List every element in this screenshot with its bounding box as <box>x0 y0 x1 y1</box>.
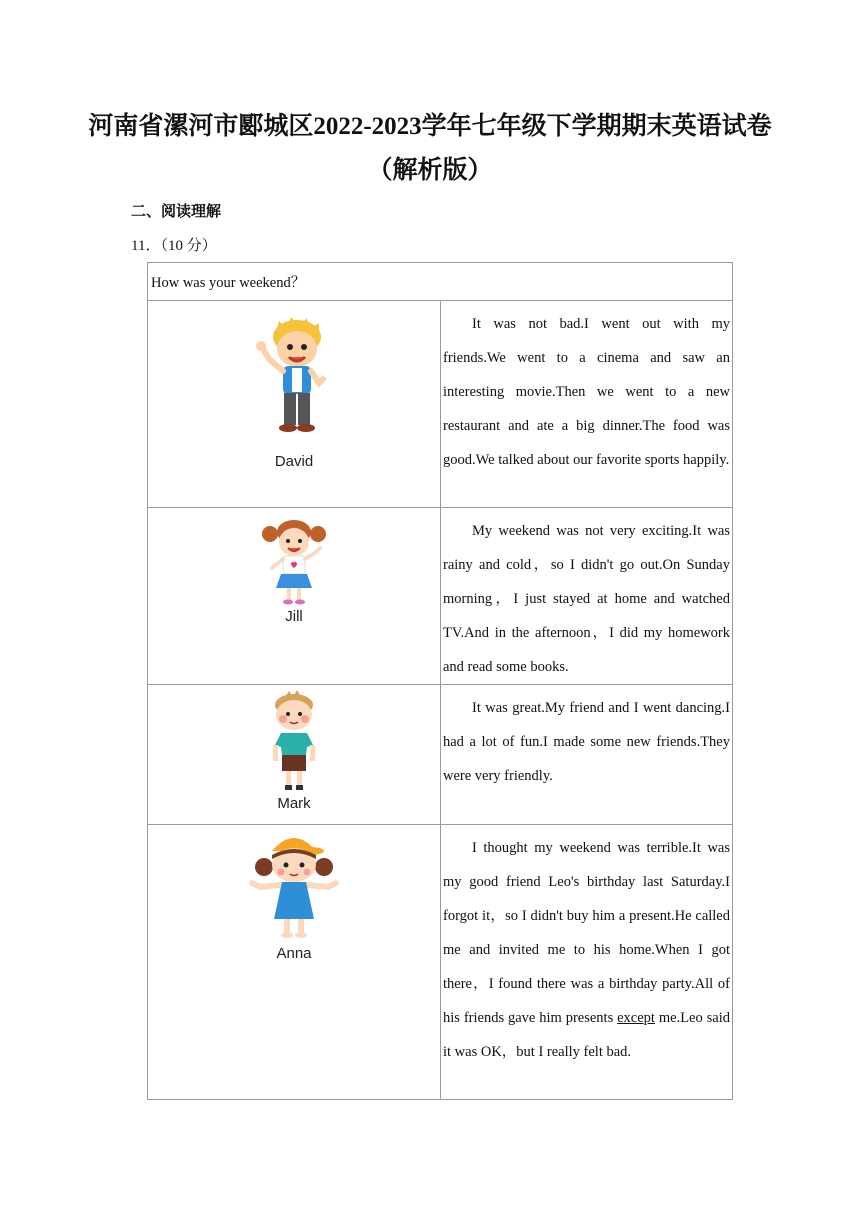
mark-illustration <box>259 689 329 803</box>
table-header: How was your weekend？ <box>148 263 733 301</box>
reading-text-david: It was not bad.I went out with my friends.We went to a cinema and saw an interesting movie.Then we went to a new restaurant and ate a big dinner.The food was good.We talked about our favorite sports happily. <box>443 316 730 468</box>
picture-cell-mark <box>148 685 441 825</box>
name-label-jill: Jill <box>285 608 303 625</box>
picture-cell-david <box>148 301 441 508</box>
table-header-row <box>148 263 733 301</box>
reading-table <box>147 262 733 1100</box>
reading-text-anna <box>443 831 730 1069</box>
text-cell-david <box>441 301 733 508</box>
table-row <box>148 825 733 1100</box>
reading-text-mark: It was great.My friend and I went dancing.I had a lot of fun.I made some new friends.They were very friendly. <box>443 700 730 784</box>
document-subtitle: （解析版） <box>367 157 493 184</box>
reading-text-anna-part2: me.Leo said it was OK，but I really felt bad. <box>443 1010 730 1060</box>
name-label-anna: Anna <box>276 945 312 962</box>
section-heading: 二、阅读理解 <box>131 204 222 220</box>
question-number: 11．（10 分） <box>131 238 217 254</box>
text-cell-anna <box>441 825 733 1100</box>
reading-text-anna-part1: I thought my weekend was terrible.It was my good friend Leo's birthday last Saturday.I forgot it，so I didn't buy him a present.He called me and invited me to his home.When I got there，I found there was a birthday party.All of his friends gave him presents <box>443 840 730 1026</box>
name-label-mark: Mark <box>277 795 311 812</box>
reading-text-jill: My weekend was not very exciting.It was rainy and cold，so I didn't go out.On Sunday morning，I just stayed at home and watched TV.And in the afternoon，I did my homework and read some books. <box>443 523 730 675</box>
underlined-word-except: except <box>617 1010 655 1026</box>
table-row <box>148 301 733 508</box>
anna-illustration <box>244 829 344 949</box>
table-row <box>148 508 733 685</box>
jill-illustration <box>254 514 334 614</box>
text-cell-mark <box>441 685 733 825</box>
text-cell-jill <box>441 508 733 685</box>
picture-cell-jill <box>148 508 441 685</box>
name-label-david: David <box>274 453 314 470</box>
picture-cell-anna <box>148 825 441 1100</box>
document-title: 河南省漯河市郾城区2022-2023学年七年级下学期期末英语试卷 <box>88 113 772 140</box>
david-illustration <box>239 313 349 473</box>
table-row <box>148 685 733 825</box>
